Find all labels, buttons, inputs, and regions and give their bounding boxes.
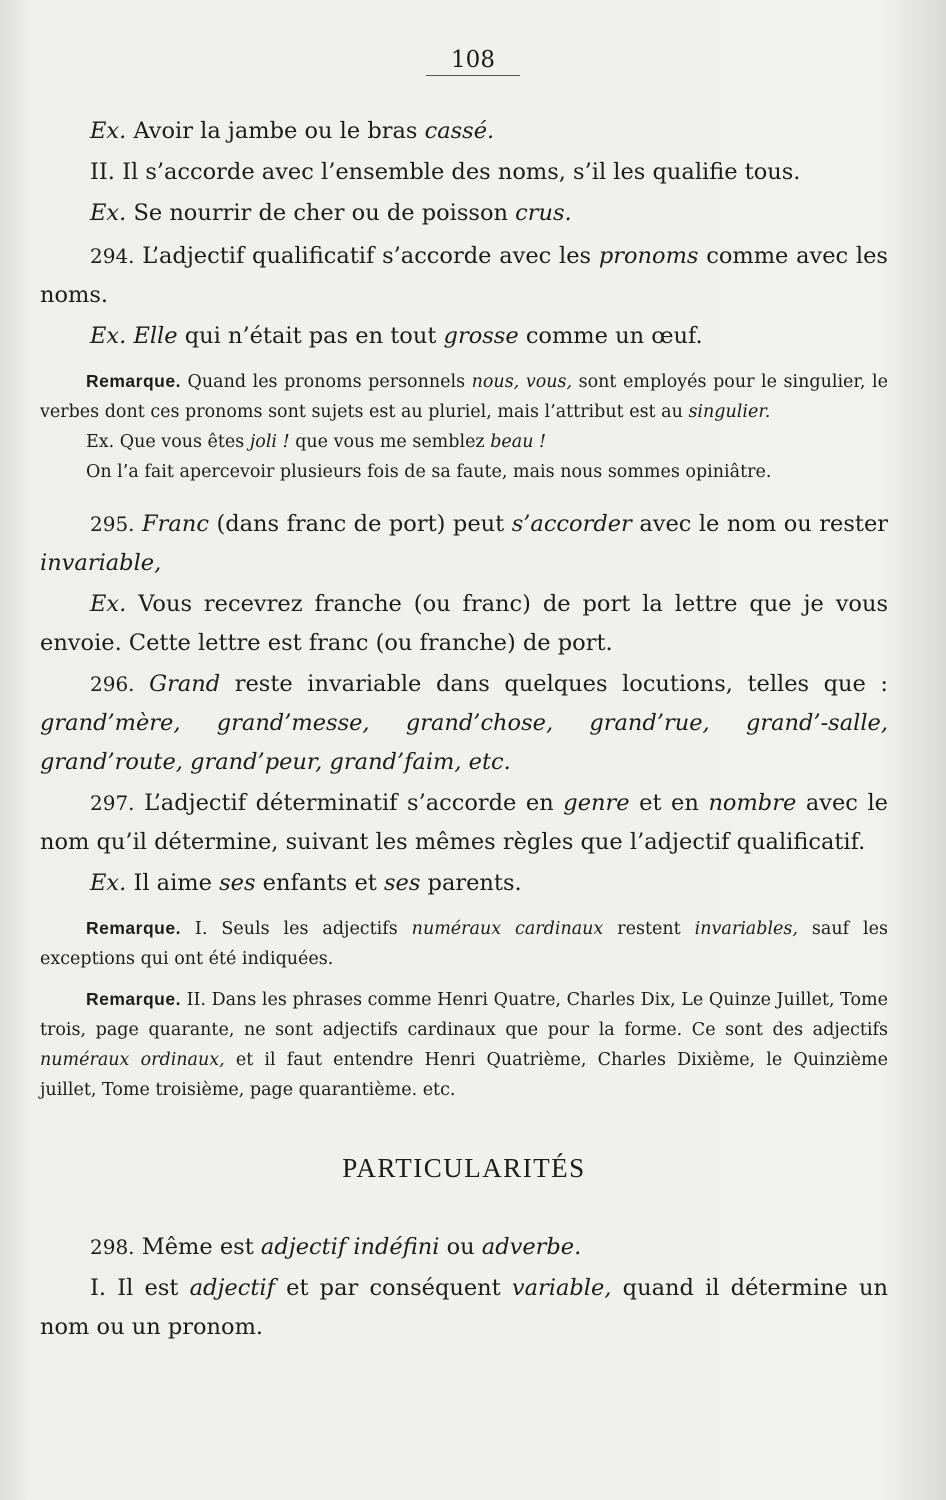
section-heading: PARTICULARITÉS <box>342 1153 586 1183</box>
remark-example: On l’a fait apercevoir plusieurs fois de sa faute, mais nous sommes opiniâtre. <box>86 462 772 482</box>
rule-paragraph: II. Il s’accorde avec l’ensemble des noms, s’il les qualifie tous. <box>90 159 801 185</box>
section-295: 295. Franc (dans franc de port) peut s’accorder avec le nom ou rester invariable, <box>40 511 889 576</box>
remark-paragraph: Remarque. I. Seuls les adjectifs numéraux cardinaux restent invariables, sauf les exceptions qui ont été indiquées. <box>40 918 888 969</box>
example-paragraph: Ex. Avoir la jambe ou le bras cassé. <box>90 118 495 144</box>
example-paragraph: Ex. Vous recevrez franche (ou franc) de port la lettre que je vous envoie. Cette lettre est franc (ou franche) de port. <box>40 591 888 656</box>
remark-paragraph: Remarque. Quand les pronoms personnels nous, vous, sont employés pour le singulier, le verbes dont ces pronoms sont sujets est au pluriel, mais l’attribut est au singulier. <box>40 371 888 422</box>
page-body <box>40 112 888 1347</box>
remark-example: Ex. Que vous êtes joli ! que vous me semblez beau ! <box>86 432 547 452</box>
rule-paragraph: I. Il est adjectif et par conséquent variable, quand il détermine un nom ou un pronom. <box>40 1275 889 1340</box>
page-number: 108 <box>0 47 946 76</box>
example-paragraph: Ex. Se nourrir de cher ou de poisson crus. <box>90 200 572 226</box>
example-paragraph: Ex. Il aime ses enfants et ses parents. <box>90 870 522 896</box>
section-297: 297. L’adjectif déterminatif s’accorde en genre et en nombre avec le nom qu’il détermine, suivant les mêmes règles que l’adjectif qualificatif. <box>40 790 888 855</box>
example-paragraph: Ex. Elle qui n’était pas en tout grosse comme un œuf. <box>90 323 703 349</box>
remark-paragraph: Remarque. II. Dans les phrases comme Henri Quatre, Charles Dix, Le Quinze Juillet, Tome trois, page quarante, ne sont adjectifs cardinaux que pour la forme. Ce sont des adjectifs numéraux ordinaux, et il faut entendre Henri Quatrième, Charles Dixième, le Quinzième juillet, Tome troisième, page quarantième. etc. <box>40 989 888 1100</box>
section-298: 298. Même est adjectif indéfini ou adverbe. <box>90 1234 582 1260</box>
section-296: 296. Grand reste invariable dans quelques locutions, telles que : grand’mère, grand’messe, grand’chose, grand’rue, grand’-salle, grand’route, grand’peur, grand’faim, etc. <box>40 671 889 775</box>
section-294: 294. L’adjectif qualificatif s’accorde avec les pronoms comme avec les noms. <box>40 243 888 308</box>
